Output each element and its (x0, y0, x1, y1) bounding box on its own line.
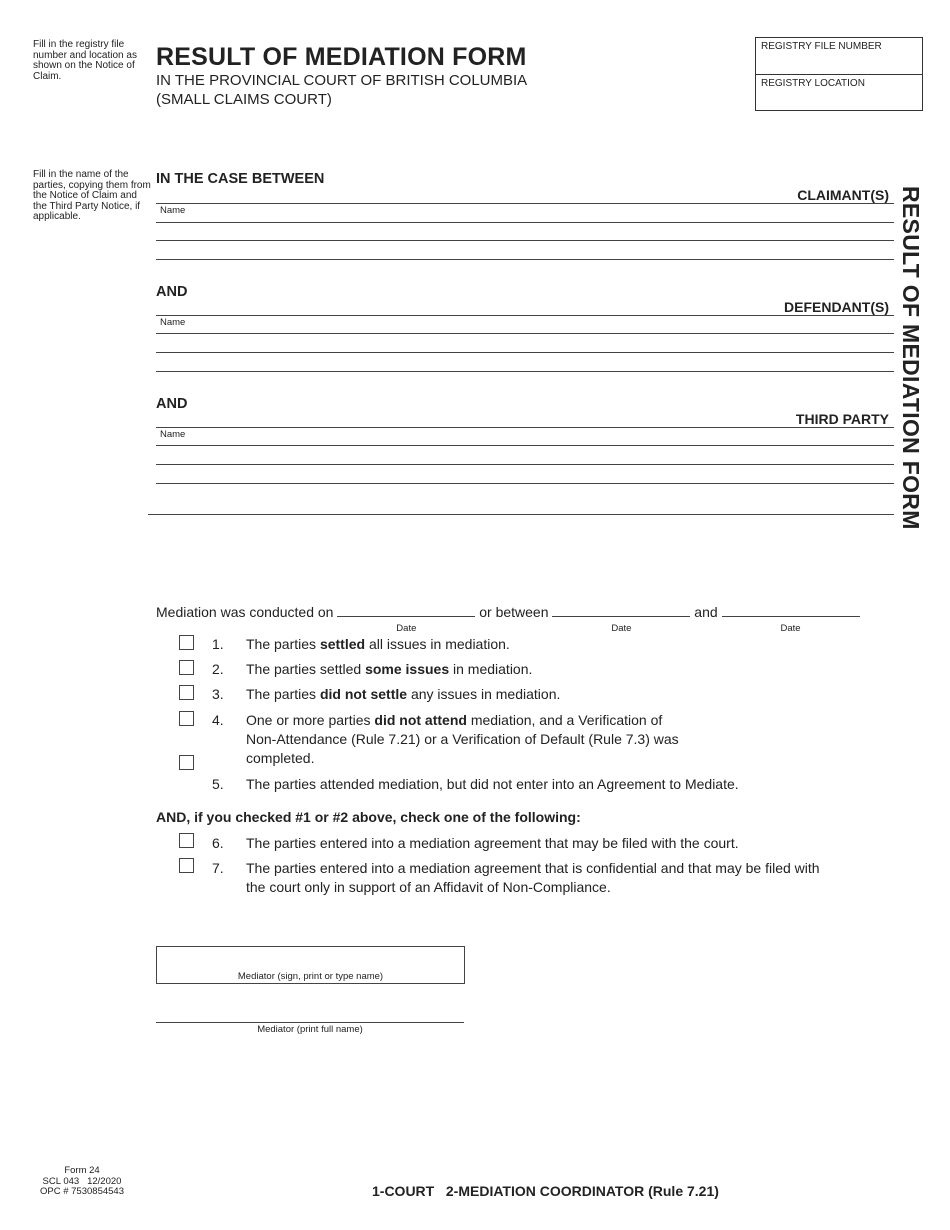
defendant-label: DEFENDANT(S) (784, 299, 889, 315)
defendant-line-3[interactable] (156, 352, 894, 353)
date-caption-1: Date (396, 623, 417, 634)
item-text-3: The parties did not settle any issues in mediation. (246, 686, 561, 702)
and-text: and (694, 604, 718, 620)
conducted-on-text: Mediation was conducted on (156, 604, 334, 620)
date-caption-2: Date (611, 623, 632, 634)
third-party-line-2[interactable] (156, 445, 894, 446)
item-number-1: 1. (212, 636, 224, 652)
mediator-signature-box[interactable] (156, 946, 465, 984)
item-text-5: The parties attended mediation, but did not enter into an Agreement to Mediate. (246, 776, 739, 792)
registry-box (755, 37, 923, 111)
form-identifier (37, 1166, 127, 1198)
form-title: RESULT OF MEDIATION FORM (156, 43, 527, 71)
vertical-side-title: RESULT OF MEDIATION FORM (898, 186, 924, 530)
checkbox-agreement-confidential[interactable] (179, 858, 194, 873)
parties-section-divider (148, 514, 894, 515)
checkbox-settled[interactable] (179, 635, 194, 650)
parties-side-note: Fill in the name of the parties, copying them from the Notice of Claim and the Third Party Notice, if applicable. (33, 169, 151, 222)
mediator-print-name-line[interactable] (156, 1022, 464, 1023)
mediation-date-line (156, 602, 860, 634)
checkbox-no-agreement[interactable] (179, 755, 194, 770)
date-field-3[interactable] (722, 602, 860, 634)
followup-heading: AND, if you checked #1 or #2 above, check one of the following: (156, 809, 581, 825)
registry-file-number-field[interactable] (756, 38, 922, 74)
court-name: IN THE PROVINCIAL COURT OF BRITISH COLUMBIA (156, 72, 528, 89)
third-party-label: THIRD PARTY (795, 411, 889, 427)
date-field-2[interactable] (552, 602, 690, 634)
checkbox-did-not-settle[interactable] (179, 685, 194, 700)
checkbox-agreement-filed[interactable] (179, 833, 194, 848)
item-text-7: The parties entered into a mediation agreement that is confidential and that may be filed with the court only in support of an Affidavit of Non-Compliance. (246, 860, 820, 895)
registry-location-label: REGISTRY LOCATION (761, 78, 865, 89)
case-between-heading: IN THE CASE BETWEEN (156, 171, 325, 187)
defendant-line-2[interactable] (156, 333, 894, 334)
opc-number: OPC # 7530854543 (40, 1186, 124, 1197)
item-number-7: 7. (212, 860, 224, 876)
defendant-name-caption: Name (160, 317, 186, 328)
distribution-note: 1-COURT 2-MEDIATION COORDINATOR (Rule 7.21) (372, 1183, 719, 1199)
claimant-line-3[interactable] (156, 240, 894, 241)
or-between-text: or between (479, 604, 549, 620)
item-text-6: The parties entered into a mediation agreement that may be filed with the court. (246, 835, 739, 851)
mediator-print-caption: Mediator (print full name) (257, 1024, 363, 1035)
item-text-2: The parties settled some issues in mediation. (246, 661, 533, 677)
registry-side-note: Fill in the registry file number and location as shown on the Notice of Claim. (33, 39, 137, 82)
claimant-line-1[interactable] (156, 203, 894, 204)
form-number: Form 24 (64, 1165, 100, 1176)
and-heading-2: AND (156, 396, 188, 412)
court-division: (SMALL CLAIMS COURT) (156, 91, 332, 108)
checkbox-some-issues[interactable] (179, 660, 194, 675)
and-heading-1: AND (156, 284, 188, 300)
item-text-4: One or more parties did not attend mediation, and a Verification of Non-Attendance (Rule 7.21) or a Verification of Default (Rule 7.3) was completed. (246, 712, 679, 766)
mediator-sign-caption: Mediator (sign, print or type name) (237, 971, 384, 982)
third-party-line-1[interactable] (156, 427, 894, 428)
claimant-line-4[interactable] (156, 259, 894, 260)
claimant-name-caption: Name (160, 205, 186, 216)
item-number-4: 4. (212, 712, 224, 728)
item-number-5: 5. (212, 776, 224, 792)
claimant-line-2[interactable] (156, 222, 894, 223)
third-party-line-3[interactable] (156, 464, 894, 465)
date-field-1[interactable] (337, 602, 475, 634)
date-caption-3: Date (780, 623, 801, 634)
checkbox-did-not-attend[interactable] (179, 711, 194, 726)
defendant-line-4[interactable] (156, 371, 894, 372)
third-party-line-4[interactable] (156, 483, 894, 484)
defendant-line-1[interactable] (156, 315, 894, 316)
item-text-1: The parties settled all issues in mediation. (246, 636, 510, 652)
third-party-name-caption: Name (160, 429, 186, 440)
scl-code: SCL 043 12/2020 (42, 1175, 122, 1187)
item-number-6: 6. (212, 835, 224, 851)
item-number-3: 3. (212, 686, 224, 702)
claimant-label: CLAIMANT(S) (797, 187, 889, 203)
registry-file-number-label: REGISTRY FILE NUMBER (761, 41, 882, 52)
item-number-2: 2. (212, 661, 224, 677)
registry-location-field[interactable] (756, 74, 922, 110)
